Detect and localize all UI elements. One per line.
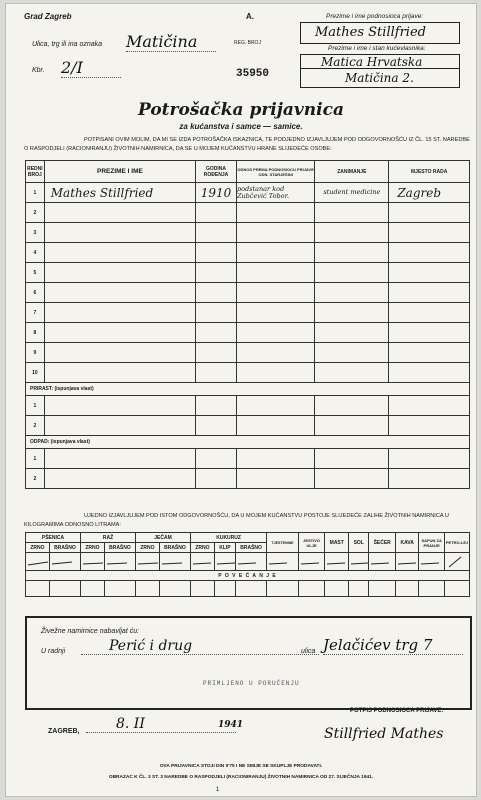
table-row	[26, 323, 470, 343]
table-row	[26, 283, 470, 303]
row-num: 10	[26, 363, 45, 383]
col-job-header: ZANIMANJE	[315, 161, 389, 183]
col-num-header: REDNI BROJ	[26, 161, 45, 183]
page-mark: 1	[216, 787, 220, 793]
row-place: Zagreb	[389, 183, 470, 203]
applicant-label: Prezime i ime podnosioca prijave:	[326, 13, 424, 20]
stock-col-sol: SOL	[349, 533, 369, 553]
tenant-value-2: Matičina 2.	[345, 71, 414, 85]
stock-group-raz: RAŽ	[81, 533, 136, 543]
reg-number: 35950	[236, 68, 270, 80]
date-place: ZAGREB,	[48, 728, 80, 735]
applicant-value: Mathes Stillfried	[315, 25, 426, 40]
table-row	[26, 363, 470, 383]
row-job: student medicine	[315, 183, 389, 203]
tenant-label: Prezime i ime i stan kućevlasnika:	[328, 45, 426, 52]
col-place-header: MJESTO RADA	[389, 161, 470, 183]
sub-klip: KLIP	[214, 543, 235, 553]
povecanje-label: P O V E Ć A N J E	[26, 571, 470, 581]
letter-a: A.	[246, 12, 254, 21]
applicant-signature: Stillfried Mathes	[324, 726, 444, 742]
col-year-header: GODINA ROĐENJA	[196, 161, 237, 183]
ulica-value: Jelačićev trg 7	[323, 636, 463, 655]
stock-col-tjestenine: TJESTENINE	[267, 533, 299, 553]
date-year: 1941	[218, 720, 244, 730]
row-num: 1	[26, 449, 45, 469]
table-row	[26, 343, 470, 363]
sub-zrno: ZRNO	[26, 543, 50, 553]
table-row	[26, 449, 470, 469]
form-page	[6, 4, 476, 796]
sub-zrno: ZRNO	[136, 543, 160, 553]
sub-brasno: BRAŠNO	[104, 543, 135, 553]
table-row	[26, 203, 470, 223]
date-value: 8. II	[86, 716, 236, 733]
regulation-note: OBRAZAC K ČL. 3 ST. 3 NAREDBE O RASPODJELI (RACIONIRANJU) ŽIVOTNIH NAMIRNICA OD 27. SIJEČNJA 1941.	[108, 775, 374, 780]
kbr-value: 2/I	[61, 58, 121, 78]
row-num: 5	[26, 263, 45, 283]
street-value: Matičina	[126, 32, 216, 52]
sub-zrno: ZRNO	[81, 543, 105, 553]
street-label: Ulica, trg ili ina oznaka	[32, 41, 103, 48]
radnja-label: U radnji	[41, 648, 66, 655]
table-row	[26, 469, 470, 489]
row-num: 1	[26, 183, 45, 203]
kbr-label: Kbr.	[32, 67, 45, 74]
row-num: 9	[26, 343, 45, 363]
signature-label: POTPIS PODNOSIOCA PRIJAVE:	[350, 708, 444, 714]
table-row	[26, 243, 470, 263]
sub-zrno: ZRNO	[191, 543, 215, 553]
stock-intro: UJEDNO IZJAVLJUJEM POD ISTOM ODGOVORNOŠĆU, DA U MOJEM KUĆANSTVU POSTOJE SLIJEDEĆE ZALIHE ŽIVOTNIH NAMIRNICA U KILOGRAMIMA ODNOSNO LITRAMA:	[24, 513, 449, 528]
col-name-header: PREZIME I IME	[44, 161, 195, 183]
prirast-label: PRIRAST: (ispunjava vlast)	[26, 383, 470, 396]
table-row	[26, 303, 470, 323]
stock-values-row	[26, 553, 470, 571]
applicant-box	[300, 22, 460, 44]
radnja-value: Perić i drug	[81, 638, 319, 655]
sub-brasno: BRAŠNO	[49, 543, 80, 553]
persons-table	[25, 160, 470, 489]
stock-col-sapun: SAPUN ZA PRANJE	[419, 533, 445, 553]
shop-box	[25, 616, 472, 710]
row-year: 1910	[196, 183, 237, 203]
row-relation: podstanar kod Zubčević Tobor.	[236, 183, 314, 203]
stock-group-psenica: PŠENICA	[26, 533, 81, 543]
table-row	[26, 416, 470, 436]
intro-text: POTPISANI OVIM MOLIM, DA MI SE IZDA POTROŠAČKA ISKAZNICA, TE PODJEDNO IZJAVLJUJEM POD ODGOVORNOŠĆU IZ ČL. 15 ST. NAREDBE O RASPODJELI (RACIONIRANJU) ŽIVOTNIH NAMIRNICA, DA SE U MOJEM KUĆANSTVU HRANE SLIJEDEĆE OSOBE:	[24, 137, 470, 152]
table-row	[26, 183, 470, 203]
stock-group-kukuruz: KUKURUZ	[191, 533, 267, 543]
stock-increase-row	[26, 581, 470, 597]
stock-col-mast: MAST	[325, 533, 349, 553]
stock-col-ulje: JESTIVO ULJE	[298, 533, 325, 553]
sub-brasno: BRAŠNO	[159, 543, 190, 553]
city-label: Grad Zagreb	[24, 12, 72, 21]
row-num: 8	[26, 323, 45, 343]
ulica-label: ulica	[301, 648, 316, 655]
stock-col-secer: ŠEĆER	[369, 533, 396, 553]
table-row	[26, 396, 470, 416]
row-num: 3	[26, 223, 45, 243]
stock-group-jecam: JEČAM	[136, 533, 191, 543]
stock-col-kava: KAVA	[396, 533, 419, 553]
row-num: 1	[26, 396, 45, 416]
odpad-label: ODPAD: (ispunjava vlast)	[26, 436, 470, 449]
stock-col-petrolej: PETRO-LEJ	[445, 533, 470, 553]
row-num: 7	[26, 303, 45, 323]
row-num: 2	[26, 469, 45, 489]
table-row	[26, 223, 470, 243]
row-num: 6	[26, 283, 45, 303]
reg-label: REG. BROJ	[234, 40, 261, 46]
row-num: 2	[26, 203, 45, 223]
col-relation-header: ODNOS PREMA PODNOSIOCU PRIJAVE ODN. STARJEŠINI	[236, 161, 314, 183]
shop-label: Živežne namirnice nabavljat ću:	[41, 628, 140, 635]
stock-table	[25, 532, 470, 597]
received-stamp: PRIMLJENO U PORUČENJU	[203, 680, 300, 687]
table-row	[26, 263, 470, 283]
tenant-value-1: Matica Hrvatska	[321, 55, 423, 69]
price-note: OVA PRIJAVNICA STOJI DIN 0'75 I NE SMIJE SE SKUPLJE PRODAVATI.	[159, 764, 323, 769]
form-title: Potrošačka prijavnica	[138, 100, 344, 120]
form-subtitle: za kućanstva i samce — samice.	[179, 122, 303, 131]
sub-brasno: BRAŠNO	[236, 543, 267, 553]
row-num: 4	[26, 243, 45, 263]
tenant-box-2	[300, 68, 460, 88]
row-num: 2	[26, 416, 45, 436]
row-name: Mathes Stillfried	[44, 183, 195, 203]
tenant-box-1	[300, 54, 460, 69]
